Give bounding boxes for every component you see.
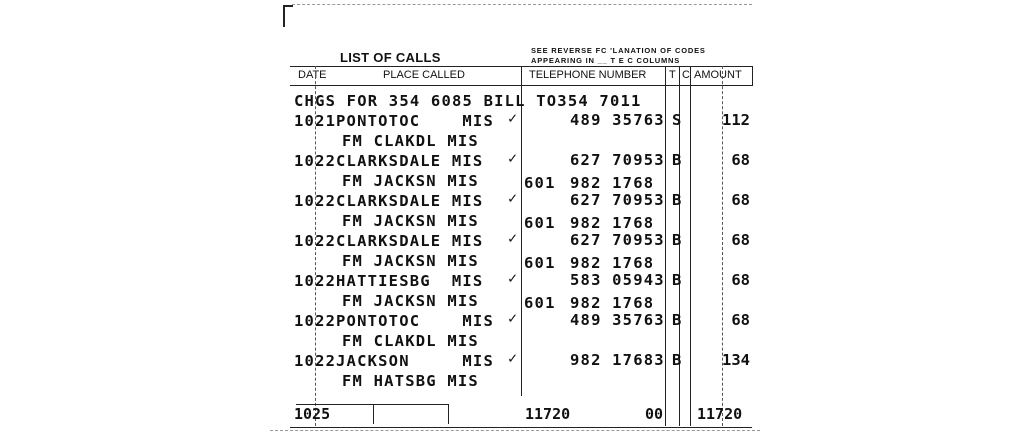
call-from-area: 601 (524, 294, 556, 312)
bottom-edge (270, 430, 760, 431)
checkmark-icon: ✓ (508, 269, 518, 287)
call-date: 1022 (294, 272, 337, 290)
call-number: 489 35763 (570, 111, 665, 129)
checkmark-icon: ✓ (508, 109, 518, 127)
checkmark-icon: ✓ (508, 349, 518, 367)
call-code: B (672, 231, 682, 249)
call-place: CLARKSDALE MIS (336, 192, 484, 210)
call-code: B (672, 271, 682, 289)
call-from: FM CLAKDL MIS (342, 332, 479, 350)
totals-box-divider (373, 404, 374, 424)
totals-date: 1025 (294, 405, 331, 423)
call-from: FM CLAKDL MIS (342, 132, 479, 150)
totals-tax: 00 (645, 405, 664, 423)
call-number: 627 70953 (570, 231, 665, 249)
call-number: 982 17683 (570, 351, 665, 369)
call-amount: 68 (731, 271, 750, 289)
call-code: B (672, 151, 682, 169)
call-number: 627 70953 (570, 151, 665, 169)
call-from-number: 982 1768 (570, 214, 655, 232)
call-date: 1022 (294, 232, 337, 250)
call-place: CLARKSDALE MIS (336, 152, 484, 170)
call-place: PONTOTOC MIS (336, 112, 494, 130)
call-date: 1022 (294, 352, 337, 370)
c-column-rule (690, 66, 691, 426)
call-code: B (672, 191, 682, 209)
call-from: FM JACKSN MIS (342, 252, 479, 270)
top-edge (292, 4, 752, 5)
call-from-number: 982 1768 (570, 174, 655, 192)
totals-total: 11720 (697, 405, 743, 423)
call-from: FM JACKSN MIS (342, 212, 479, 230)
header-place-called: PLACE CALLED (383, 69, 465, 81)
call-amount: 68 (731, 151, 750, 169)
call-code: B (672, 311, 682, 329)
header-telephone-number: TELEPHONE NUMBER (529, 69, 647, 81)
call-number: 583 05943 (570, 271, 665, 289)
call-from-number: 982 1768 (570, 254, 655, 272)
checkmark-icon: ✓ (508, 189, 518, 207)
call-date: 1022 (294, 192, 337, 210)
call-from: FM HATSBG MIS (342, 372, 479, 390)
charge-line: CHGS FOR 354 6085 BILL TO354 7011 (294, 92, 642, 110)
call-date: 1022 (294, 312, 337, 330)
place-column-rule (521, 66, 522, 396)
call-amount: 68 (731, 231, 750, 249)
call-place: PONTOTOC MIS (336, 312, 494, 330)
footer-rule (290, 427, 752, 428)
call-place: CLARKSDALE MIS (336, 232, 484, 250)
totals-subtotal: 11720 (525, 405, 571, 423)
totals-box-right (448, 404, 449, 424)
header-c: C (682, 69, 690, 81)
form-title: LIST OF CALLS (340, 50, 441, 65)
right-edge-rule (752, 66, 753, 86)
call-from: FM JACKSN MIS (342, 172, 479, 190)
call-from-area: 601 (524, 174, 556, 192)
call-place: JACKSON MIS (336, 352, 494, 370)
call-place: HATTIESBG MIS (336, 272, 484, 290)
codes-note-line2: APPEARING IN __ T E C COLUMNS (531, 56, 681, 65)
call-amount: 112 (722, 111, 750, 129)
corner-mark (283, 5, 293, 27)
call-from-area: 601 (524, 254, 556, 272)
call-number: 489 35763 (570, 311, 665, 329)
call-amount: 68 (731, 191, 750, 209)
call-from-area: 601 (524, 214, 556, 232)
codes-note-line1: SEE REVERSE FC 'LANATION OF CODES (531, 46, 706, 55)
call-date: 1021 (294, 112, 337, 130)
header-amount: AMOUNT (694, 69, 742, 81)
call-from-number: 982 1768 (570, 294, 655, 312)
checkmark-icon: ✓ (508, 149, 518, 167)
call-from: FM JACKSN MIS (342, 292, 479, 310)
call-amount: 134 (722, 351, 750, 369)
call-code: B (672, 351, 682, 369)
call-number: 627 70953 (570, 191, 665, 209)
call-amount: 68 (731, 311, 750, 329)
call-date: 1022 (294, 152, 337, 170)
checkmark-icon: ✓ (508, 309, 518, 327)
header-t: T (669, 69, 676, 81)
telephone-column-rule (665, 66, 666, 426)
call-code: S (672, 111, 682, 129)
header-date: DATE (298, 69, 327, 81)
checkmark-icon: ✓ (508, 229, 518, 247)
